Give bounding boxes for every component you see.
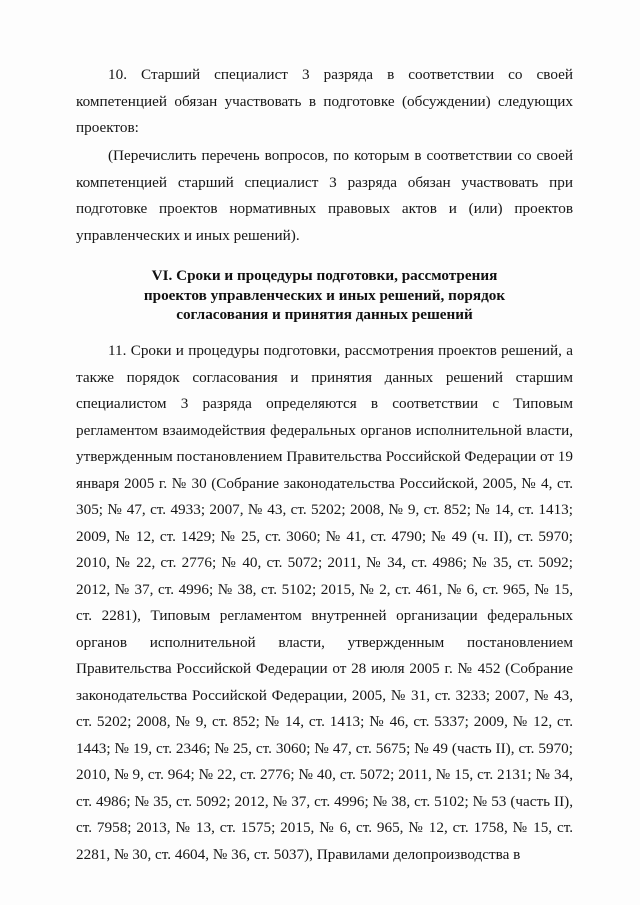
paragraph-10-block bbox=[76, 62, 573, 142]
section-heading-line1: VI. Сроки и процедуры подготовки, рассмотрения bbox=[151, 267, 498, 284]
paragraph-10: 10. Старший специалист 3 разряда в соответствии со своей компетенцией обязан участвовать в подготовке (обсуждении) следующих проектов: bbox=[76, 66, 573, 136]
paragraph-10-note-block bbox=[76, 143, 573, 249]
section-heading-line3: согласования и принятия данных решений bbox=[176, 306, 473, 323]
section-heading bbox=[76, 266, 573, 325]
paragraph-10-note: (Перечислить перечень вопросов, по которым в соответствии со своей компетенцией старший специалист 3 разряда обязан участвовать при подготовке проектов нормативных правовых актов и (или) проектов управленческих и иных решений). bbox=[76, 147, 573, 244]
section-heading-line2: проектов управленческих и иных решений, порядок bbox=[143, 286, 506, 304]
paragraph-11: 11. Сроки и процедуры подготовки, рассмотрения проектов решений, а также порядок согласования и принятия данных решений старшим специалистом 3 разряда определяются в соответствии с Типовым регламентом взаимодействия федеральных органов исполнительной власти, утвержденным постановлением Правительства Российской Федерации от 19 января 2005 г. № 30 (Собрание законодательства Российской, 2005, № 4, ст. 305; № 47, ст. 4933; 2007, № 43, ст. 5202; 2008, № 9, ст. 852; № 14, ст. 1413; 2009, № 12, ст. 1429; № 25, ст. 3060; № 41, ст. 4790; № 49 (ч. II), ст. 5970; 2010, № 22, ст. 2776; № 40, ст. 5072; 2011, № 34, ст. 4986; № 35, ст. 5092; 2012, № 37, ст. 4996; № 38, ст. 5102; 2015, № 2, ст. 461, № 6, ст. 965, № 15, ст. 2281), Типовым регламентом внутренней организации федеральных органов исполнительной власти, утвержденным постановлением Правительства Российской Федерации от 28 июля 2005 г. № 452 (Собрание законодательства Российской Федерации, 2005, № 31, ст. 3233; 2007, № 43, ст. 5202; 2008, № 9, ст. 852; № 14, ст. 1413; № 46, ст. 5337; 2009, № 12, ст. 1443; № 19, ст. 2346; № 25, ст. 3060; № 47, ст. 5675; № 49 (часть II), ст. 5970; 2010, № 9, ст. 964; № 22, ст. 2776; № 40, ст. 5072; 2011, № 15, ст. 2131; № 34, ст. 4986; № 35, ст. 5092; 2012, № 37, ст. 4996; № 38, ст. 5102; № 53 (часть II), ст. 7958; 2013, № 13, ст. 1575; 2015, № 6, ст. 965, № 12, ст. 1758, № 15, ст. 2281, № 30, ст. 4604, № 36, ст. 5037), Правилами делопроизводства в bbox=[76, 342, 573, 863]
paragraph-11-block bbox=[76, 338, 573, 868]
